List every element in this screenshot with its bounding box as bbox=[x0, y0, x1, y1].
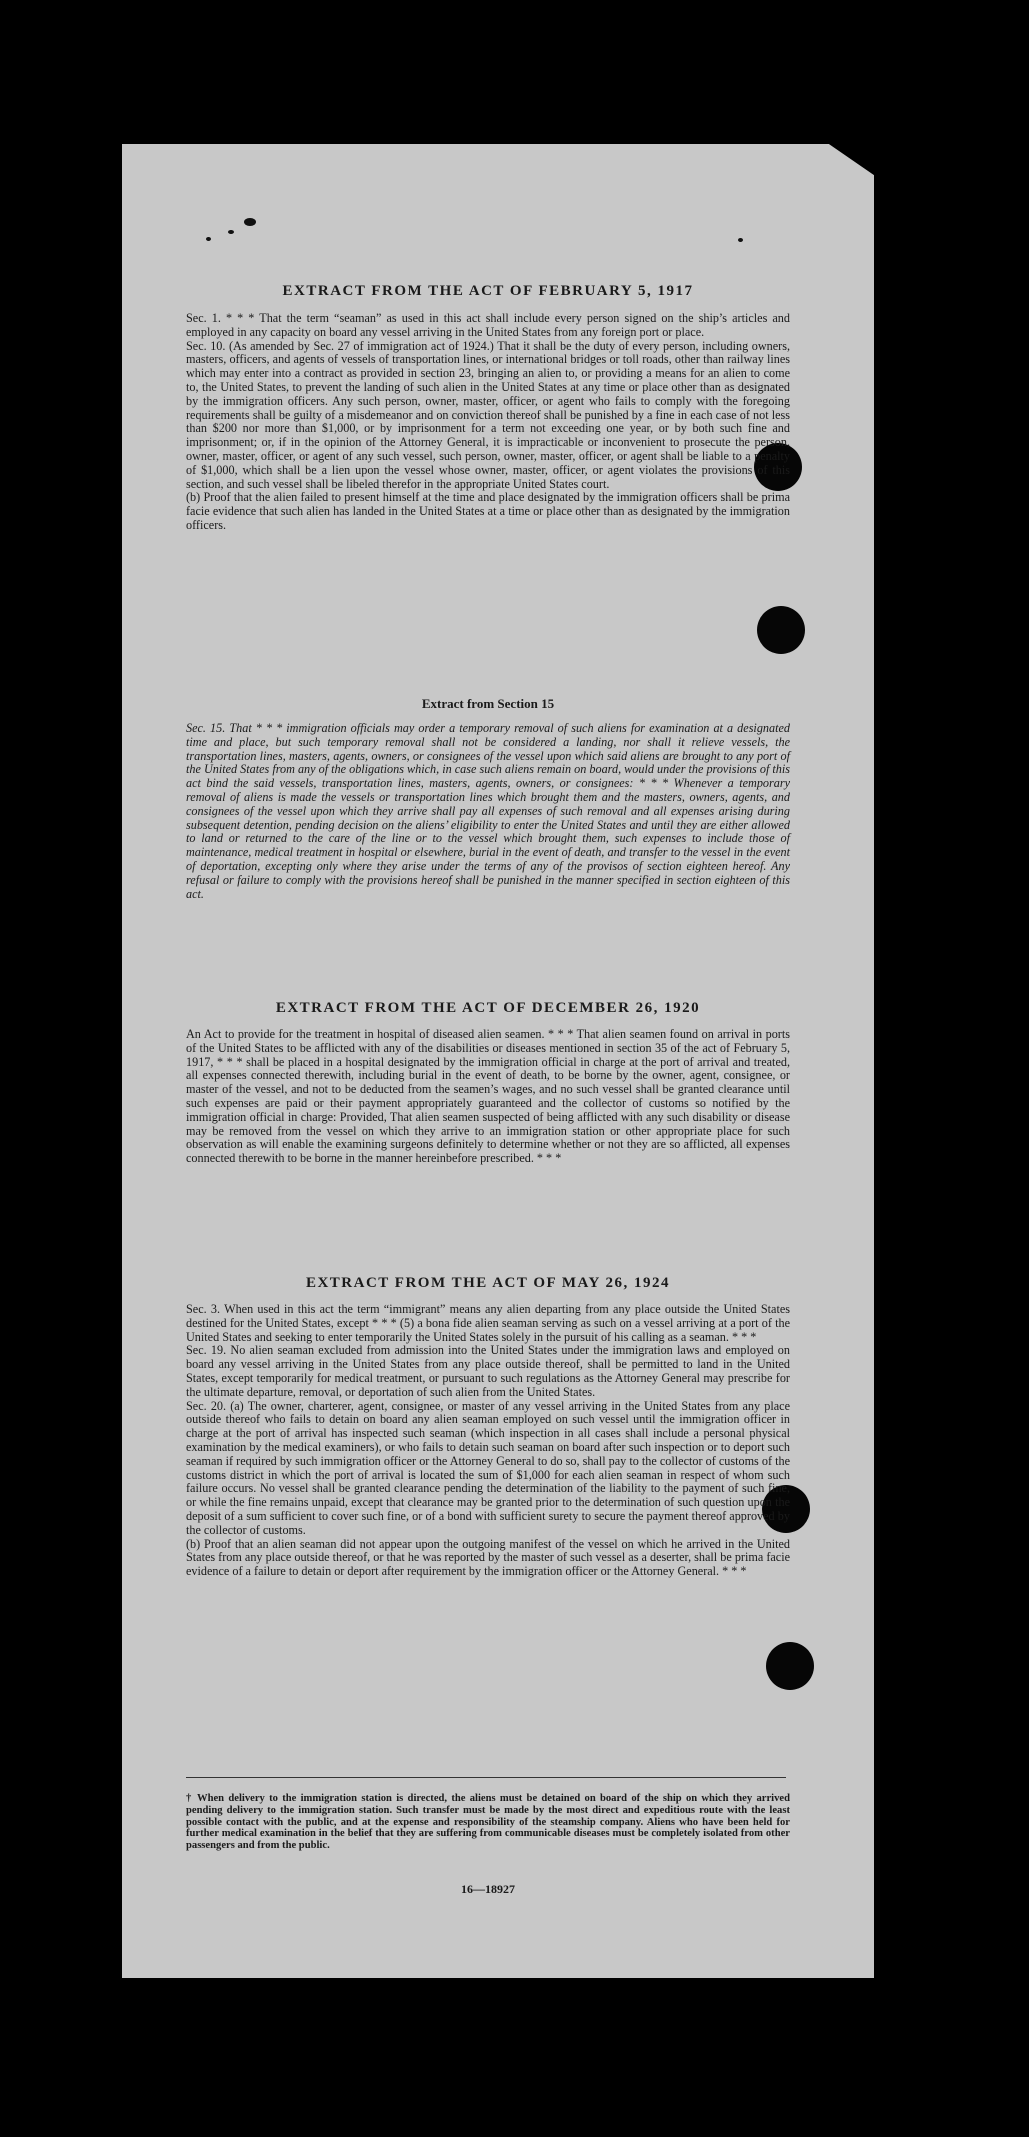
act1920-paragraph: An Act to provide for the treatment in hospital of diseased alien seamen. * * * That alien seamen found on arrival in ports of the United States to be afflicted with any of the disabilities or diseases mentioned in section 35 of the act of February 5, 1917, * * * shall be placed in a hospital designated by the immigration official in charge at the port of arrival and treated, all expenses connected therewith, including burial in the event of death, to be borne by the owner, agent, consignee, or master of the vessel, and not to be deducted from the seamen’s wages, and no such vessel shall be granted clearance until such expenses are paid or their payment appropriately guaranteed and the collector of customs so notified by the immigration official in charge: Provided, That alien seamen suspected of being afflicted with any such disability or disease may be removed from the vessel on which they arrive to an immigration station or other appropriate place for such observation as will enable the examining surgeons definitely to determine whether or not they are so afflicted, all expenses connected therewith to be borne in the manner hereinbefore prescribed. * * * bbox=[186, 1027, 790, 1166]
sec10-paragraph: Sec. 10. (As amended by Sec. 27 of immigration act of 1924.) That it shall be the duty of every person, including owners, masters, officers, and agents of vessels of transportation lines, or international bridges or toll roads, other than railway lines which may enter into a contract as provided in section 23, bringing an alien to, or providing a means for an alien to come to, the United States, to prevent the landing of such alien in the United States at any time or place other than as designated by the immigration officers. Any such person, owner, master, officer, or agent who fails to comply with the foregoing requirements shall be guilty of a misdemeanor and on conviction thereof shall be punished by a fine in each case of not less than $200 nor more than $1,000, or by imprisonment for a term not exceeding one year, or by both such fine and imprisonment; or, if in the opinion of the Attorney General, it is impracticable or inconvenient to prosecute the person, owner, master, officer, or agent of any such vessel, such person, owner, master, officer, or agent shall be liable to a penalty of $1,000, which shall be a lien upon the vessel whose owner, master, officer, or agent violates the provisions of this section, and such vessel shall be libeled therefor in the appropriate United States court. bbox=[186, 338, 790, 491]
sec15-paragraph: Sec. 15. That * * * immigration officials may order a temporary removal of such aliens for examination at a designated time and place, but such temporary removal shall not be considered a landing, nor shall it relieve vessels, the transportation lines, masters, agents, owners, or consignees of the vessel upon which said aliens are brought to any port of the United States from any of the obligations which, in case such aliens remain on board, would under the provisions of this act bind the said vessels, transportation lines, masters, agents, owners, or consignees: * * * Whenever a temporary removal of aliens is made the vessels or transportation lines which brought them and the masters, owners, agents, and consignees of the vessel upon which they arrive shall pay all expenses of such removal and all expenses arising during subsequent detention, pending decision on the aliens’ eligibility to enter the United States and until they are either allowed to land or returned to the care of the line or to the vessel which brought them, such expenses to include those of maintenance, medical treatment in hospital or elsewhere, burial in the event of death, and transfer to the vessel in the event of deportation, excepting only where they arise under the terms of any of the provisos of section eighteen hereof. Any refusal or failure to comply with the provisions hereof shall be punished in the manner specified in section eighteen of this act. bbox=[186, 721, 790, 901]
ink-speck bbox=[738, 238, 743, 242]
heading-sec15: Extract from Section 15 bbox=[421, 696, 555, 711]
sec3-paragraph: Sec. 3. When used in this act the term “immigrant” means any alien departing from any place outside the United States destined for the United States, except * * * (5) a bona fide alien seaman serving as such on a vessel arriving at a port of the United States and seeking to enter temporarily the United States solely in the pursuit of his calling as a seaman. * * * bbox=[186, 1302, 790, 1344]
section-1920-body bbox=[186, 1028, 790, 1166]
section-1917-body bbox=[186, 312, 790, 533]
ink-speck bbox=[228, 230, 234, 234]
sec20-paragraph: Sec. 20. (a) The owner, charterer, agent, consignee, or master of any vessel arriving in the United States from any place outside thereof who fails to detain on board any alien seaman employed on such vessel until the immigration officer in charge at the port of arrival has inspected such seaman (which inspection in all cases shall include a personal physical examination by the medical examiners), or who fails to detain such seaman on board after such inspection or to deport such seaman if required by such immigration officer or the Attorney General to do so, shall pay to the collector of customs of the customs district in which the port of arrival is located the sum of $1,000 for each alien seaman in respect of whom such failure occurs. No vessel shall be granted clearance pending the determination of the liability to the payment of such fine, or while the fine remains unpaid, except that clearance may be granted prior to the determination of such question upon the deposit of a sum sufficient to cover such fine, or of a bond with sufficient surety to secure the payment thereof approved by the collector of customs. bbox=[186, 1398, 790, 1537]
footnote: † When delivery to the immigration station is directed, the aliens must be detained on board of the ship on which they arrived pending delivery to the immigration station. Such transfer must be made by the most direct and expeditious route with the least possible contact with the public, and at the expense and responsibility of the steamship company. Aliens who have been held for further medical examination in the belief that they are suffering from communicable diseases must be completely isolated from other passengers and from the public. bbox=[186, 1793, 790, 1852]
punch-hole bbox=[766, 1642, 814, 1690]
punch-hole bbox=[757, 606, 805, 654]
heading-1917: EXTRACT FROM THE ACT OF FEBRUARY 5, 1917 bbox=[282, 283, 694, 299]
heading-1924: EXTRACT FROM THE ACT OF MAY 26, 1924 bbox=[305, 1275, 671, 1291]
sec19-paragraph: Sec. 19. No alien seaman excluded from admission into the United States under the immigration laws and employed on board any vessel arriving in the United States from any place outside thereof, shall be permitted to land in the United States, except temporarily for medical treatment, or pursuant to such regulations as the Attorney General may prescribe for the ultimate departure, removal, or deportation of such alien from the United States. bbox=[186, 1343, 790, 1399]
sec20b-paragraph: (b) Proof that an alien seaman did not appear upon the outgoing manifest of the vessel on which he arrived in the United States from any place outside thereof, or that he was reported by the master of such vessel as a deserter, shall be prima facie evidence of a failure to detain or deport after requirement by the immigration officer or the Attorney General. * * * bbox=[186, 1536, 790, 1579]
form-number: 16—18927 bbox=[461, 1882, 515, 1896]
sec1-paragraph: Sec. 1. * * * That the term “seaman” as used in this act shall include every person signed on the ship’s articles and employed in any capacity on board any vessel arriving in the United States from any foreign port or place. bbox=[186, 311, 790, 339]
section-15-body bbox=[186, 722, 790, 901]
ink-speck bbox=[206, 237, 211, 241]
ink-speck bbox=[244, 218, 256, 226]
footnote-divider bbox=[186, 1777, 786, 1778]
heading-1920: EXTRACT FROM THE ACT OF DECEMBER 26, 1920 bbox=[275, 1000, 701, 1016]
sec10b-paragraph: (b) Proof that the alien failed to present himself at the time and place designated by the immigration officers shall be prima facie evidence that such alien has landed in the United States at a time or place other than as designated by the immigration officers. bbox=[186, 490, 790, 532]
section-1924-body bbox=[186, 1303, 790, 1579]
